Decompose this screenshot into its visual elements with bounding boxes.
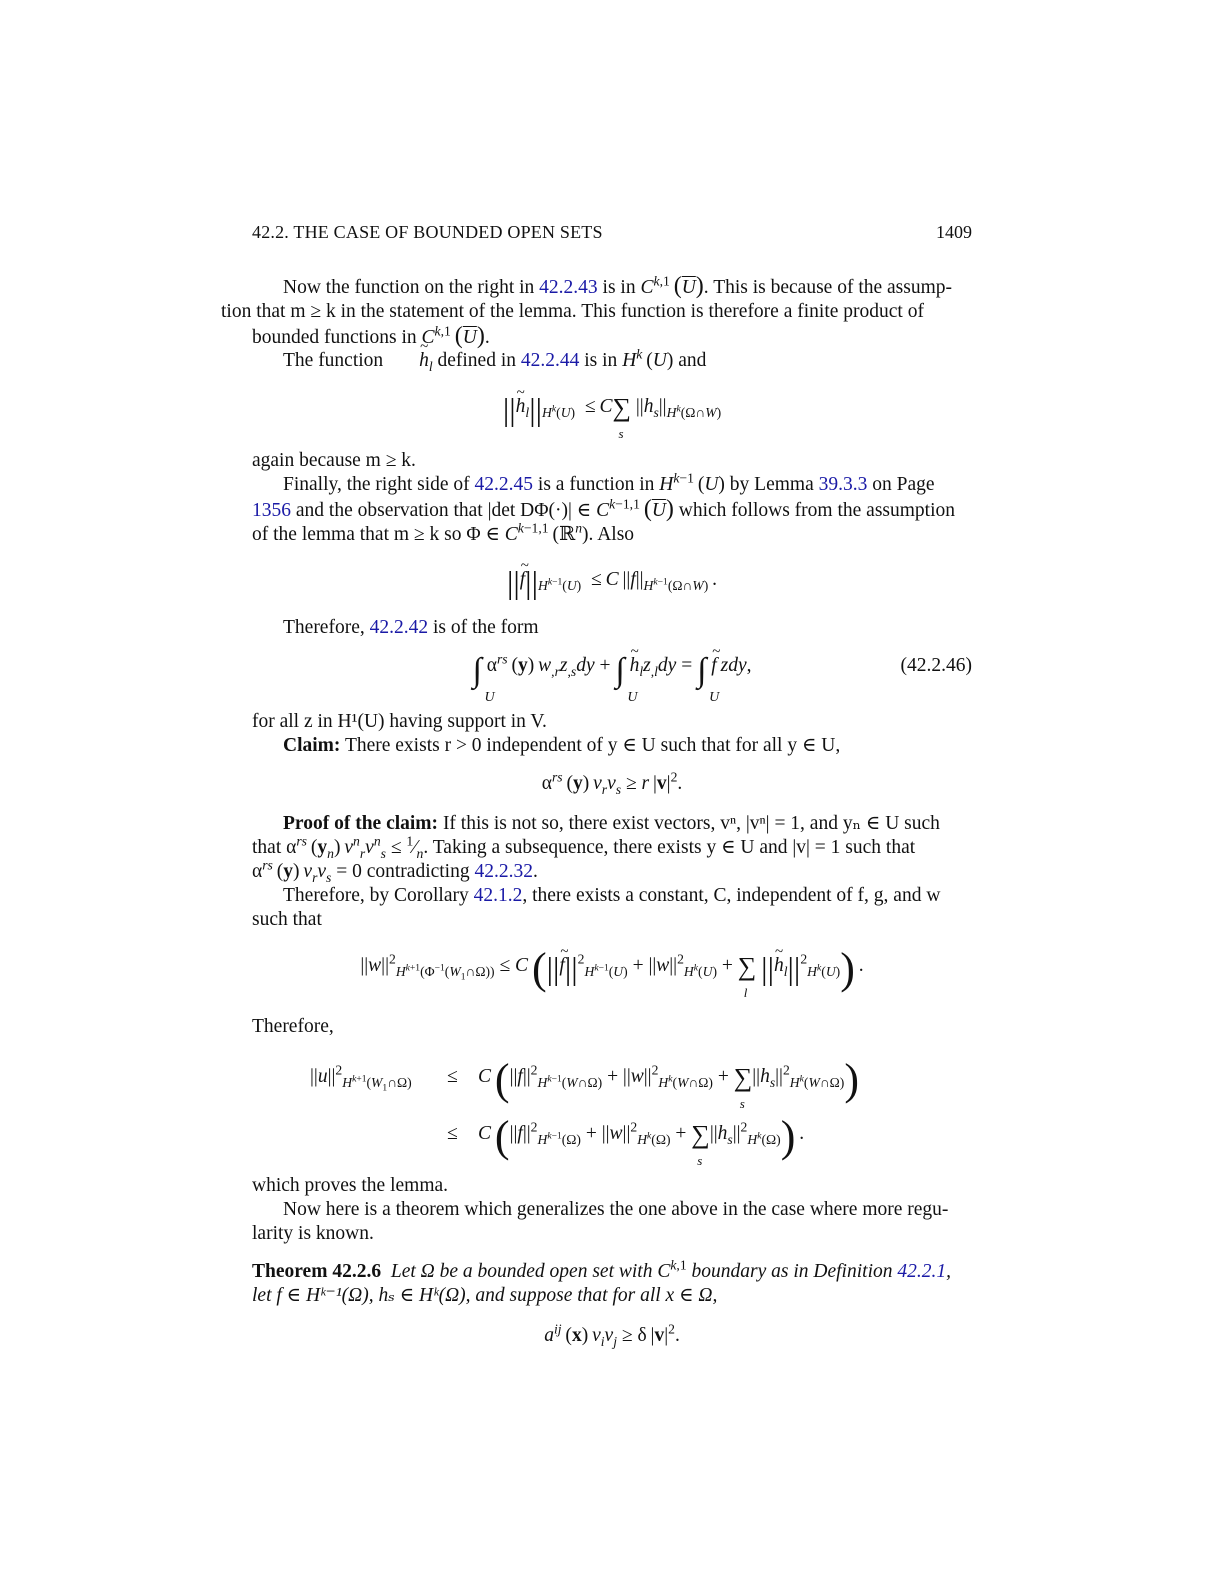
ref-lemma-39-3-3[interactable]: 39.3.3 bbox=[818, 474, 868, 495]
ref-eq-42-2-45[interactable]: 42.2.45 bbox=[474, 474, 534, 495]
text-span: . This is because of the assump- bbox=[703, 277, 953, 298]
text-span: Taking a subsequence, there exists y ∈ U and |v| = 1 such that bbox=[432, 837, 916, 858]
ref-corollary-42-1-2[interactable]: 42.1.2 bbox=[473, 885, 523, 906]
paragraph-right-side-f: Finally, the right side of 42.2.45 is a function in $H^{k-1}$ (U) by Lemma 39.3.3 on Page bbox=[283, 470, 935, 495]
ref-definition-42-2-1[interactable]: 42.2.1 bbox=[897, 1261, 947, 1282]
text-proves-lemma: which proves the lemma. bbox=[252, 1175, 449, 1196]
paragraph-form bbox=[252, 616, 972, 640]
equation-number: (42.2.46) bbox=[900, 655, 972, 676]
text-span: is in bbox=[602, 277, 636, 298]
paragraph-generalization-line2: larity is known. bbox=[252, 1223, 374, 1244]
text-span: bounded functions in bbox=[252, 327, 417, 348]
text-for-all-z: for all z in H¹(U) having support in V. bbox=[252, 711, 547, 732]
paragraph-claim bbox=[252, 734, 972, 758]
text-span: Let Ω be a bounded open set with bbox=[390, 1261, 653, 1282]
text-span: by Lemma bbox=[729, 474, 814, 495]
ref-page-1356[interactable]: 1356 bbox=[252, 500, 291, 521]
proof-label: Proof of the claim: bbox=[283, 813, 439, 834]
theorem-line2: let f ∈ Hᵏ⁻¹(Ω), hₛ ∈ Hᵏ(Ω), and suppose that for all x ∈ Ω, bbox=[252, 1285, 718, 1306]
text-span: There exists r > 0 independent of y ∈ U such that for all y ∈ U, bbox=[344, 735, 841, 756]
text-span: bounded functions in C$^{k,1}$ $(\overline{U})$. bbox=[252, 323, 490, 349]
running-header bbox=[252, 222, 972, 246]
paragraph-generalization: Now here is a theorem which generalizes the one above in the case where more regu- bbox=[283, 1199, 949, 1220]
equation-h-tilde-bound: ||~ $h_l||_{H^k(U)} \le C\sum$ s $||h_s||_{H^k(\Omega\cap W)}$ bbox=[252, 393, 972, 423]
text-span: Now the function on the right in bbox=[283, 277, 535, 298]
theorem-42-2-6: Theorem 42.2.6 Let Ω be a bounded open set with C$^{k,1}$ boundary as in Definition 42.2.1, bbox=[252, 1257, 951, 1282]
page-number: 1409 bbox=[936, 222, 972, 242]
text-such-that: such that bbox=[252, 909, 322, 930]
paragraph-h-tilde-def: The function ~ $h_l$ defined in 42.2.44 is in $H^k$ (U) and bbox=[252, 349, 972, 373]
paragraph-proof-claim bbox=[252, 812, 972, 836]
paragraph-right-side-regularity: Now the function on the right in 42.2.43 is in C$^{k,1}$ $(\overline{U})$. This is because of the assump- tion that m ≥ k in the statement of the lemma. This function is therefore a finite product of bounded functions in C$^{k,1}$ $(\overline{U})$. bbox=[221, 273, 953, 349]
equation-u-estimate-line2: ≤ C ($||f||^2_{H^{k-1}(\Omega)} + ||w||^2_{H^k(\Omega)}$ + ∑ s $||h_s||^2_{H^k(\Omega)}$) . bbox=[447, 1112, 805, 1168]
equation-u-estimate-line1: $||u||^2_{H^{k+1}(W_1\cap\Omega)}$ ≤ C ($||f||^2_{H^{k-1}(W\cap\Omega)} + ||w||^2_{H^k(W\cap\Omega)}$ + ∑ s $||h_s||^2_{H^k(W\cap\Omega)}$) bbox=[310, 1055, 859, 1111]
paragraph-proof-claim-line3: $\alpha^{rs}$ (y) $v_rv_s = 0$ contradicting 42.2.32. bbox=[252, 857, 538, 885]
paragraph-right-side-f-line3: of the lemma that m ≥ k so Φ ∈ $C^{k-1,1}$ (ℝ$^n$). Also bbox=[252, 520, 635, 545]
text-span: The function bbox=[283, 350, 384, 371]
text-span: is in bbox=[584, 350, 618, 371]
equation-ellipticity: $a^{ij}$ (x) $v_iv_j \ge \delta$ $|v|^2$. bbox=[544, 1321, 680, 1349]
text-span: which follows from the assumption bbox=[678, 500, 955, 521]
text-span: of the lemma that m ≥ k so Φ ∈ bbox=[252, 524, 500, 545]
text-span: tion that m ≥ k in the statement of the lemma. This function is therefore a finite product of bbox=[221, 301, 924, 322]
theorem-label: Theorem 42.2.6 bbox=[252, 1261, 382, 1282]
text-span: contradicting bbox=[366, 861, 470, 882]
text-again-because: again because m ≥ k. bbox=[252, 450, 416, 471]
text-span: on Page bbox=[872, 474, 935, 495]
ref-eq-42-2-44[interactable]: 42.2.44 bbox=[520, 350, 580, 371]
equation-w-estimate: $||w||^2_{H^{k+1}(\Phi^{-1}(W_1\cap\Omega))} \le C$ (||~ $f||^2_{H^{k-1}(U)} + ||w||^2_{H^k(U)}$ + ∑ l ||~ $h_l||^2_{H^k(U)}$) . bbox=[252, 952, 972, 983]
ref-eq-42-2-43[interactable]: 42.2.43 bbox=[539, 277, 598, 298]
text-span: , there exists a constant, C, independent of f, g, and w bbox=[522, 885, 941, 906]
claim-label: Claim: bbox=[283, 735, 341, 756]
text-span: Finally, the right side of bbox=[283, 474, 470, 495]
text-span: If this is not so, there exist vectors, vⁿ, |vⁿ| = 1, and yₙ ∈ U such bbox=[442, 813, 940, 834]
text-span: is of the form bbox=[432, 617, 539, 638]
text-span: Therefore, by Corollary bbox=[283, 885, 469, 906]
ref-eq-42-2-42[interactable]: 42.2.42 bbox=[369, 617, 429, 638]
paragraph-right-side-f-line2: 1356 and the observation that |det DΦ(·)| ∈ $C^{k-1,1}$ $(\overline{U})$ which follows from the assumption bbox=[252, 496, 955, 522]
text-span: is a function in bbox=[537, 474, 655, 495]
paragraph-corollary bbox=[252, 884, 972, 908]
text-span: Therefore, bbox=[283, 617, 365, 638]
paragraph-proof-claim-line2: that $\alpha^{rs}$ $(y_n) v^n_rv^n_s$ ≤ $^1⁄_n$. Taking a subsequence, there exists y ∈ U and |v| = 1 such that bbox=[252, 833, 916, 861]
text-therefore: Therefore, bbox=[252, 1016, 334, 1037]
section-title: 42.2. THE CASE OF BOUNDED OPEN SETS bbox=[252, 222, 603, 242]
equation-f-tilde-bound: ||~ $f||_{H^{k-1}(U)} \le C$ $||f||_{H^{k-1}(\Omega\cap W)}$ . bbox=[252, 566, 972, 596]
text-span: and the observation that |det DΦ(·)| ∈ bbox=[295, 500, 592, 521]
ref-eq-42-2-32[interactable]: 42.2.32 bbox=[474, 861, 533, 882]
equation-claim-inequality: $\alpha^{rs}$ (y) $v_rv_s \ge r$ $|v|^2$. bbox=[541, 769, 683, 797]
text-span: defined in bbox=[437, 350, 516, 371]
text-span: . Also bbox=[588, 524, 635, 545]
text-span: boundary as in Definition bbox=[691, 1261, 893, 1282]
equation-42-2-46: ∫ U $\alpha^{rs}$ (y) $w_{,r}z_{,s}dy$ + ∫ U ~ $h_lz_{,l}dy$ = ∫ U ~ f zdy, (42.2.46) bbox=[252, 652, 972, 685]
text-span: and bbox=[678, 350, 707, 371]
